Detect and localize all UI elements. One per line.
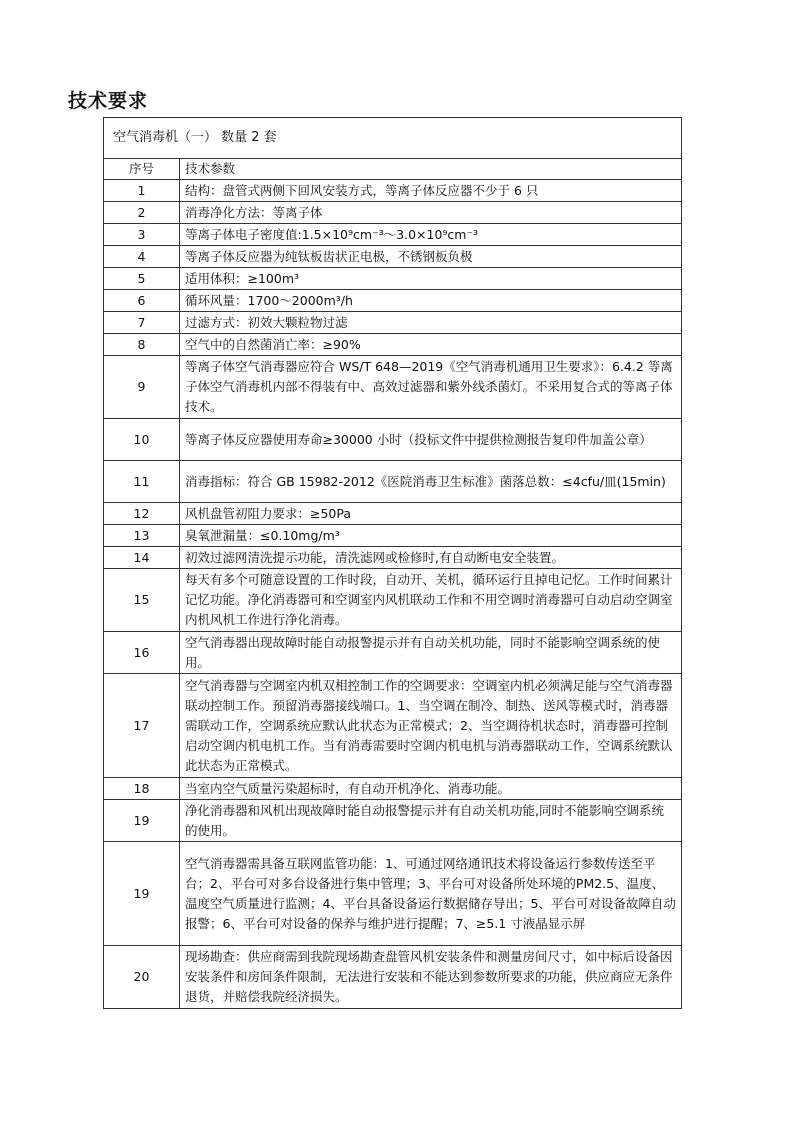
row-text: 结构：盘管式两侧下回风安装方式，等离子体反应器不少于 6 只 [180,180,682,202]
table-row [104,547,682,569]
table-row [104,632,682,674]
row-text: 等离子体空气消毒器应符合 WS/T 648—2019《空气消毒机通用卫生要求》：6.4.2 等离子体空气消毒机内部不得装有中、高效过滤器和紫外线杀菌灯。不采用复合式的等离子体技术。 [180,356,682,419]
table-row [104,356,682,419]
table-row [104,503,682,525]
row-number: 17 [104,674,180,778]
row-text: 现场勘查：供应商需到我院现场勘查盘管风机安装条件和测量房间尺寸，如中标后设备因安装条件和房间条件限制，无法进行安装和不能达到参数所要求的功能，供应商应无条件退货，并赔偿我院经济损失。 [180,946,682,1009]
row-text: 等离子体反应器使用寿命≥30000 小时（投标文件中提供检测报告复印件加盖公章） [180,419,682,461]
row-number: 4 [104,246,180,268]
row-number: 19 [104,842,180,946]
row-text: 空气消毒器与空调室内机双相控制工作的空调要求：空调室内机必须满足能与空气消毒器联动控制工作。预留消毒器接线端口。1、当空调在制冷、制热、送风等模式时，消毒器需联动工作，空调系统应默认此状态为正常模式；2、当空调待机状态时，消毒器可控制启动空调内机电机工作。当有消毒需要时空调内机电机与消毒器联动工作，空调系统默认此状态为正常模式。 [180,674,682,778]
row-text: 循环风量：1700～2000m³/h [180,290,682,312]
table-row [104,778,682,800]
row-number: 14 [104,547,180,569]
row-text: 消毒净化方法：等离子体 [180,202,682,224]
table-row [104,674,682,778]
row-number: 16 [104,632,180,674]
row-number: 18 [104,778,180,800]
table-row [104,224,682,246]
row-text: 等离子体反应器为纯钛板齿状正电极，不锈钢板负极 [180,246,682,268]
header-row [104,159,682,180]
row-number: 13 [104,525,180,547]
table-row [104,842,682,946]
page-heading: 技术要求 [68,90,149,112]
table-row [104,202,682,224]
row-number: 3 [104,224,180,246]
row-number: 12 [104,503,180,525]
row-number: 1 [104,180,180,202]
row-text: 适用体积：≥100m³ [180,268,682,290]
row-text: 每天有多个可随意设置的工作时段，自动开、关机，循环运行且掉电记忆。工作时间累计记忆功能。净化消毒器可和空调室内风机联动工作和不用空调时消毒器可自动启动空调室内机风机工作进行净化消毒。 [180,569,682,632]
row-text: 当室内空气质量污染超标时，有自动开机净化、消毒功能。 [180,778,682,800]
table-row [104,946,682,1009]
spec-table [103,117,682,1009]
caption-row [104,118,682,159]
table-row [104,290,682,312]
row-number: 10 [104,419,180,461]
table-row [104,312,682,334]
row-text: 臭氧泄漏量：≤0.10mg/m³ [180,525,682,547]
table-row [104,419,682,461]
row-number: 15 [104,569,180,632]
row-text: 空气消毒器需具备互联网监管功能：1、可通过网络通讯技术将设备运行参数传送至平台；2、平台可对多台设备进行集中管理；3、平台可对设备所处环境的PM2.5、温度、温度空气质量进行监测；4、平台具备设备运行数据储存导出；5、平台可对设备故障自动报警；6、平台可对设备的保养与维护进行提醒；7、≥5.1 寸液晶显示屏 [180,842,682,946]
row-number: 11 [104,461,180,503]
row-text: 空气中的自然菌消亡率：≥90% [180,334,682,356]
table-row [104,268,682,290]
row-text: 净化消毒器和风机出现故障时能自动报警提示并有自动关机功能,同时不能影响空调系统的使用。 [180,800,682,842]
row-number: 8 [104,334,180,356]
header-number: 序号 [104,159,180,180]
table-row [104,525,682,547]
table-row [104,180,682,202]
row-number: 7 [104,312,180,334]
table-row [104,246,682,268]
row-number: 6 [104,290,180,312]
table-caption: 空气消毒机（一） 数量 2 套 [104,118,682,159]
row-text: 消毒指标：符合 GB 15982-2012《医院消毒卫生标准》菌落总数：≤4cfu/皿(15min) [180,461,682,503]
row-text: 风机盘管初阻力要求：≥50Pa [180,503,682,525]
row-number: 19 [104,800,180,842]
header-params: 技术参数 [180,159,682,180]
row-number: 2 [104,202,180,224]
table-row [104,569,682,632]
table-row [104,334,682,356]
row-number: 20 [104,946,180,1009]
row-text: 过滤方式：初效大颗粒物过滤 [180,312,682,334]
row-number: 5 [104,268,180,290]
table-row [104,461,682,503]
table-row [104,800,682,842]
row-text: 空气消毒器出现故障时能自动报警提示并有自动关机功能，同时不能影响空调系统的使用。 [180,632,682,674]
row-text: 等离子体电子密度值:1.5×10⁹cm⁻³～3.0×10⁹cm⁻³ [180,224,682,246]
row-number: 9 [104,356,180,419]
row-text: 初效过滤网清洗提示功能，清洗滤网或检修时,有自动断电安全装置。 [180,547,682,569]
